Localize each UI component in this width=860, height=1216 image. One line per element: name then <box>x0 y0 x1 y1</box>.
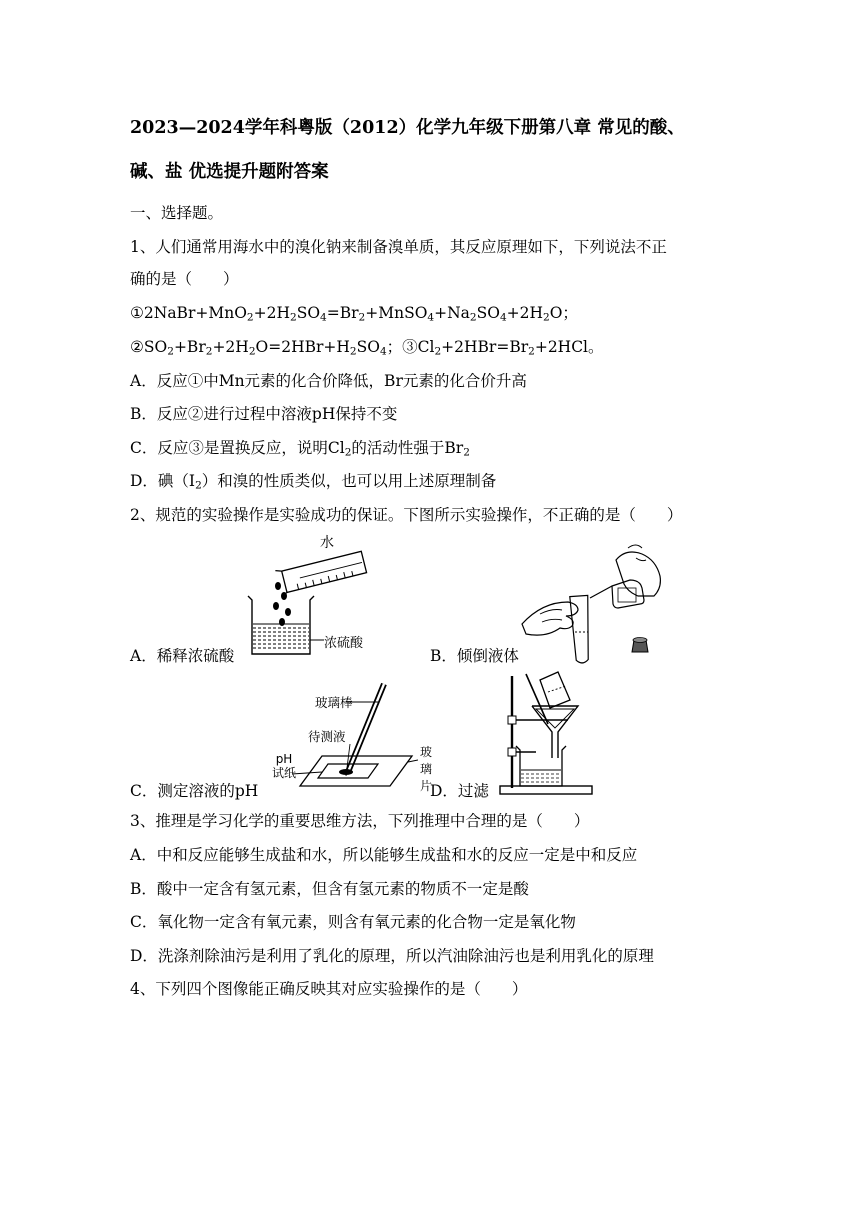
label-ph-paper: pH 试纸 <box>272 752 297 780</box>
q3-option-d: D．洗涤剂除油污是利用了乳化的原理，所以汽油除油污也是利用乳化的原理 <box>130 947 654 965</box>
q3-option-a: A．中和反应能够生成盐和水，所以能够生成盐和水的反应一定是中和反应 <box>130 846 638 864</box>
q2-figure-a-diluting-acid <box>240 532 380 660</box>
label-concentrated-acid: 浓硫酸 <box>324 636 364 651</box>
doc-title-line-2: 碱、盐 优选提升题附答案 <box>130 162 329 182</box>
q2-stem: 2、规范的实验操作是实验成功的保证。下图所示实验操作，不正确的是（ ） <box>130 506 683 524</box>
q2-option-d: D．过滤 <box>430 782 489 800</box>
q2-figure-c-measuring-ph <box>270 676 418 796</box>
q3-stem: 3、推理是学习化学的重要思维方法，下列推理中合理的是（ ） <box>130 812 590 830</box>
label-water: 水 <box>320 535 334 551</box>
q3-option-b: B．酸中一定含有氢元素，但含有氢元素的物质不一定是酸 <box>130 880 529 898</box>
q4-stem: 4、下列四个图像能正确反映其对应实验操作的是（ ） <box>130 980 528 998</box>
q1-equation-1: $①2NaBr+MnO_2+2H_2SO_4=Br_2+MnSO_4+Na_2SO_4+2H_2O$； <box>130 304 578 324</box>
label-test-solution: 待测液 <box>308 729 346 744</box>
q2-figure-b-pouring-liquid <box>520 540 670 665</box>
section-heading: 一、选择题。 <box>130 204 224 222</box>
q2-option-c: C．测定溶液的pH <box>130 782 259 800</box>
q2-option-b: B．倾倒液体 <box>430 647 519 665</box>
q1-equation-2: $②SO_2+Br_2+2H_2O=2HBr+H_2SO_4$；$③Cl_2+2HBr=Br_2+2HCl$。 <box>130 338 604 358</box>
q1-option-d: D．碘$(I_2)$和溴的性质类似，也可以用上述原理制备 <box>130 472 497 492</box>
doc-title-line-1: 2023—2024学年科粤版（2012）化学九年级下册第八章 常见的酸、 <box>130 118 685 138</box>
label-glass-rod: 玻璃棒 <box>315 695 353 710</box>
q1-option-b: B．反应②进行过程中溶液pH保持不变 <box>130 405 398 423</box>
q1-option-c: C．反应③是置换反应，说明$Cl_2$的活动性强于$Br_2$ <box>130 439 470 459</box>
q1-option-a: A．反应①中Mn元素的化合价降低，Br元素的化合价升高 <box>130 372 527 390</box>
q3-option-c: C．氧化物一定含有氧元素，则含有氧元素的化合物一定是氧化物 <box>130 913 576 931</box>
q2-figure-d-filtration <box>490 670 600 796</box>
q1-stem-line-2: 确的是（ ） <box>130 270 239 288</box>
q2-option-a: A．稀释浓硫酸 <box>130 647 235 665</box>
label-glass-plate: 玻 璃 片 <box>420 745 433 793</box>
q1-stem-line-1: 1、人们通常用海水中的溴化钠来制备溴单质，其反应原理如下，下列说法不正 <box>130 238 667 256</box>
